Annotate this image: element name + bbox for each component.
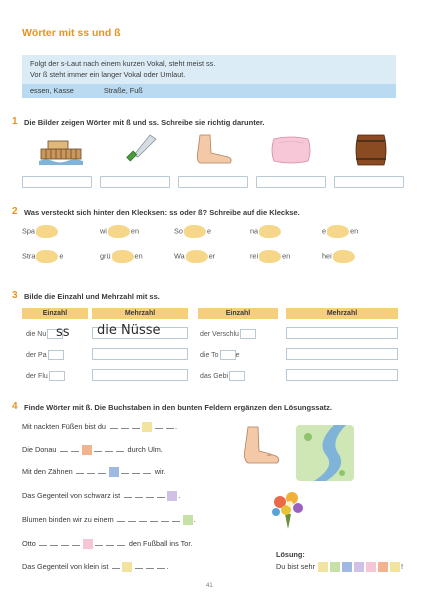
blob-field[interactable] (36, 250, 58, 263)
colored-field-pink[interactable] (83, 539, 93, 549)
sentence-tail: durch Ulm. (127, 445, 163, 454)
sentence-text: Mit den Zähnen (22, 467, 73, 476)
task-1-instruction: Die Bilder zeigen Wörter mit ß und ss. Schreibe sie richtig darunter. (24, 118, 265, 127)
letter-blank[interactable] (110, 421, 118, 429)
colored-field-yellow[interactable] (122, 562, 132, 572)
word-start: die Nu (26, 330, 47, 338)
page-title: Wörter mit ss und ß (22, 27, 121, 39)
task-3-number: 3 (12, 290, 18, 301)
blob-field[interactable] (108, 225, 130, 238)
solution-field-lilac[interactable] (354, 562, 364, 572)
letter-blank[interactable] (116, 444, 124, 452)
sentence-text: Das Gegenteil von klein ist (22, 562, 109, 571)
letter-blank[interactable] (135, 490, 143, 498)
word-start: So (174, 226, 183, 236)
letter-blank[interactable] (50, 538, 58, 546)
letter-blank[interactable] (146, 490, 154, 498)
sentence-1 (22, 421, 177, 432)
header-mehrzahl-left: Mehrzahl (92, 308, 188, 319)
answer-box-5[interactable] (334, 176, 404, 188)
letter-blank[interactable] (157, 561, 165, 569)
letter-blank[interactable] (124, 490, 132, 498)
blob-field[interactable] (333, 250, 355, 263)
task-3-instruction: Bilde die Einzahl und Mehrzahl mit ss. (24, 292, 160, 301)
singular-left-row-2 (26, 350, 64, 360)
word-end: er (208, 251, 216, 261)
hidden-word (174, 225, 211, 238)
task-4-instruction: Finde Wörter mit ß. Die Buchstaben in den bunten Feldern ergänzen den Lösungssatz. (24, 403, 332, 412)
word-start: Wa (174, 251, 185, 261)
sentence-5 (22, 514, 196, 525)
singular-right-row-3 (200, 371, 245, 381)
letter-blank[interactable] (132, 421, 140, 429)
word-start: Spa (22, 226, 35, 236)
plural-box-left-2[interactable] (92, 348, 188, 360)
letter-blank[interactable] (94, 444, 102, 452)
colored-field-yellow[interactable] (142, 422, 152, 432)
answer-box-2[interactable] (100, 176, 170, 188)
task-4-number: 4 (12, 401, 18, 412)
rule-example-sz: Straße, Fuß (103, 86, 143, 95)
solution-field-green[interactable] (330, 562, 340, 572)
solution-field-yellow[interactable] (390, 562, 400, 572)
rule-example-ss: essen, Kasse (30, 86, 74, 95)
blob-field[interactable] (186, 250, 208, 263)
rule-line-1: Folgt der s-Laut nach einem kurzen Vokal, steht meist ss. (30, 59, 216, 68)
task-1-number: 1 (12, 116, 18, 127)
colored-field-orange[interactable] (82, 445, 92, 455)
word-start: das Gebi (200, 372, 229, 380)
letter-blank[interactable] (112, 561, 120, 569)
river-illustration (296, 425, 354, 481)
hidden-word (22, 250, 63, 263)
letter-box[interactable] (229, 371, 245, 381)
task-2-instruction: Was versteckt sich hinter den Klecksen: ss oder ß? Schreibe auf die Kleckse. (24, 208, 300, 217)
raft-picture (38, 131, 84, 169)
handwritten-ss: ss (56, 325, 70, 340)
colored-field-lilac[interactable] (167, 491, 177, 501)
letter-blank[interactable] (106, 538, 114, 546)
solution-field-orange[interactable] (378, 562, 388, 572)
sentence-4 (22, 490, 180, 501)
singular-right-row-1 (200, 329, 256, 339)
hidden-word (250, 225, 282, 238)
letter-blank[interactable] (117, 514, 125, 522)
letter-blank[interactable] (105, 444, 113, 452)
word-end: en (130, 226, 140, 236)
hidden-word (100, 250, 143, 263)
bouquet-illustration (266, 488, 310, 530)
sentence-2 (22, 444, 163, 455)
blob-field[interactable] (259, 225, 281, 238)
task-2-number: 2 (12, 206, 18, 217)
blob-field[interactable] (184, 225, 206, 238)
sentence-3 (22, 466, 166, 477)
rule-text (22, 55, 396, 84)
hidden-word (322, 250, 356, 263)
solution-label: Lösung: (276, 550, 305, 559)
letter-blank[interactable] (143, 466, 151, 474)
knife-picture (120, 131, 166, 169)
letter-blank[interactable] (139, 514, 147, 522)
solution-field-pink[interactable] (366, 562, 376, 572)
solution-sentence (276, 562, 403, 572)
hidden-word (250, 250, 290, 263)
letter-blank[interactable] (71, 444, 79, 452)
sentence-tail: . (166, 562, 169, 571)
letter-blank[interactable] (121, 421, 129, 429)
letter-blank[interactable] (60, 444, 68, 452)
word-end: e (206, 226, 211, 236)
solution-field-yellow[interactable] (318, 562, 328, 572)
letter-blank[interactable] (117, 538, 125, 546)
letter-blank[interactable] (121, 466, 129, 474)
letter-blank[interactable] (161, 514, 169, 522)
sentence-text: Otto (22, 539, 36, 548)
singular-right-row-2 (200, 350, 239, 360)
letter-blank[interactable] (157, 490, 165, 498)
word-end: en (134, 251, 143, 261)
plural-box-right-3[interactable] (286, 369, 398, 381)
answer-box-4[interactable] (256, 176, 326, 188)
letter-blank[interactable] (172, 514, 180, 522)
blob-field[interactable] (36, 225, 58, 238)
word-start: rei (250, 251, 259, 261)
letter-box[interactable] (49, 371, 65, 381)
sentence-text: Blumen binden wir zu einem (22, 515, 114, 524)
letter-blank[interactable] (155, 421, 163, 429)
sentence-text: Die Donau (22, 445, 57, 454)
solution-tail: ! (400, 562, 403, 571)
word-end: en (282, 251, 291, 261)
plural-box-left-3[interactable] (92, 369, 188, 381)
letter-blank[interactable] (135, 561, 143, 569)
sentence-tail: . (193, 515, 196, 524)
hidden-word (174, 250, 215, 263)
sentence-6 (22, 538, 192, 549)
letter-blank[interactable] (87, 466, 95, 474)
letter-blank[interactable] (128, 514, 136, 522)
letter-blank[interactable] (72, 538, 80, 546)
letter-blank[interactable] (132, 466, 140, 474)
blob-field[interactable] (259, 250, 281, 263)
sentence-text: Mit nackten Füßen bist du (22, 422, 106, 431)
letter-box[interactable] (240, 329, 256, 339)
plural-box-right-2[interactable] (286, 348, 398, 360)
header-mehrzahl-right: Mehrzahl (286, 308, 398, 319)
sentence-tail: wir. (154, 467, 166, 476)
letter-blank[interactable] (146, 561, 154, 569)
barrel-picture (348, 131, 394, 169)
answer-box-3[interactable] (178, 176, 248, 188)
word-start: die To (200, 351, 219, 359)
word-start: der Flu (26, 372, 48, 380)
answer-box-1[interactable] (22, 176, 92, 188)
blob-field[interactable] (327, 225, 349, 238)
sentence-text: Das Gegenteil von schwarz ist (22, 491, 121, 500)
sentence-tail: . (178, 491, 181, 500)
letter-box[interactable] (48, 350, 64, 360)
sentence-tail: . (175, 422, 178, 431)
word-start: grü (100, 251, 111, 261)
solution-field-blue[interactable] (342, 562, 352, 572)
blob-field[interactable] (112, 250, 134, 263)
header-einzahl-left: Einzahl (22, 308, 88, 319)
rule-examples (22, 84, 396, 98)
singular-left-row-3 (26, 371, 65, 381)
letter-blank[interactable] (39, 538, 47, 546)
word-start: na (250, 226, 259, 236)
word-start: e (322, 226, 327, 236)
word-start: der Pa (26, 351, 47, 359)
pillow-picture (268, 131, 314, 169)
word-start: der Verschlu (200, 330, 239, 338)
foot-picture (190, 131, 236, 169)
letter-blank[interactable] (61, 538, 69, 546)
word-start: hei (322, 251, 332, 261)
colored-field-blue[interactable] (109, 467, 119, 477)
hidden-word (322, 225, 358, 238)
sentence-tail: den Fußball ins Tor. (128, 539, 193, 548)
handwritten-plural: die Nüsse (97, 323, 161, 338)
plural-box-right-1[interactable] (286, 327, 398, 339)
word-end: en (350, 226, 359, 236)
sentence-7 (22, 561, 168, 572)
letter-blank[interactable] (76, 466, 84, 474)
word-start: wi (100, 226, 107, 236)
hidden-word (22, 225, 59, 238)
foot-illustration (238, 425, 282, 469)
page-number: 41 (206, 583, 213, 589)
hidden-word (100, 225, 139, 238)
rule-box (22, 55, 396, 98)
word-start: Stra (22, 251, 36, 261)
letter-blank[interactable] (98, 466, 106, 474)
solution-start: Du bist sehr (276, 562, 315, 571)
colored-field-green[interactable] (183, 515, 193, 525)
letter-blank[interactable] (95, 538, 103, 546)
letter-box[interactable] (220, 350, 236, 360)
word-end: e (235, 351, 240, 359)
letter-blank[interactable] (166, 421, 174, 429)
header-einzahl-right: Einzahl (198, 308, 278, 319)
letter-blank[interactable] (150, 514, 158, 522)
word-end: e (59, 251, 64, 261)
rule-line-2: Vor ß steht immer ein langer Vokal oder Umlaut. (30, 69, 186, 79)
